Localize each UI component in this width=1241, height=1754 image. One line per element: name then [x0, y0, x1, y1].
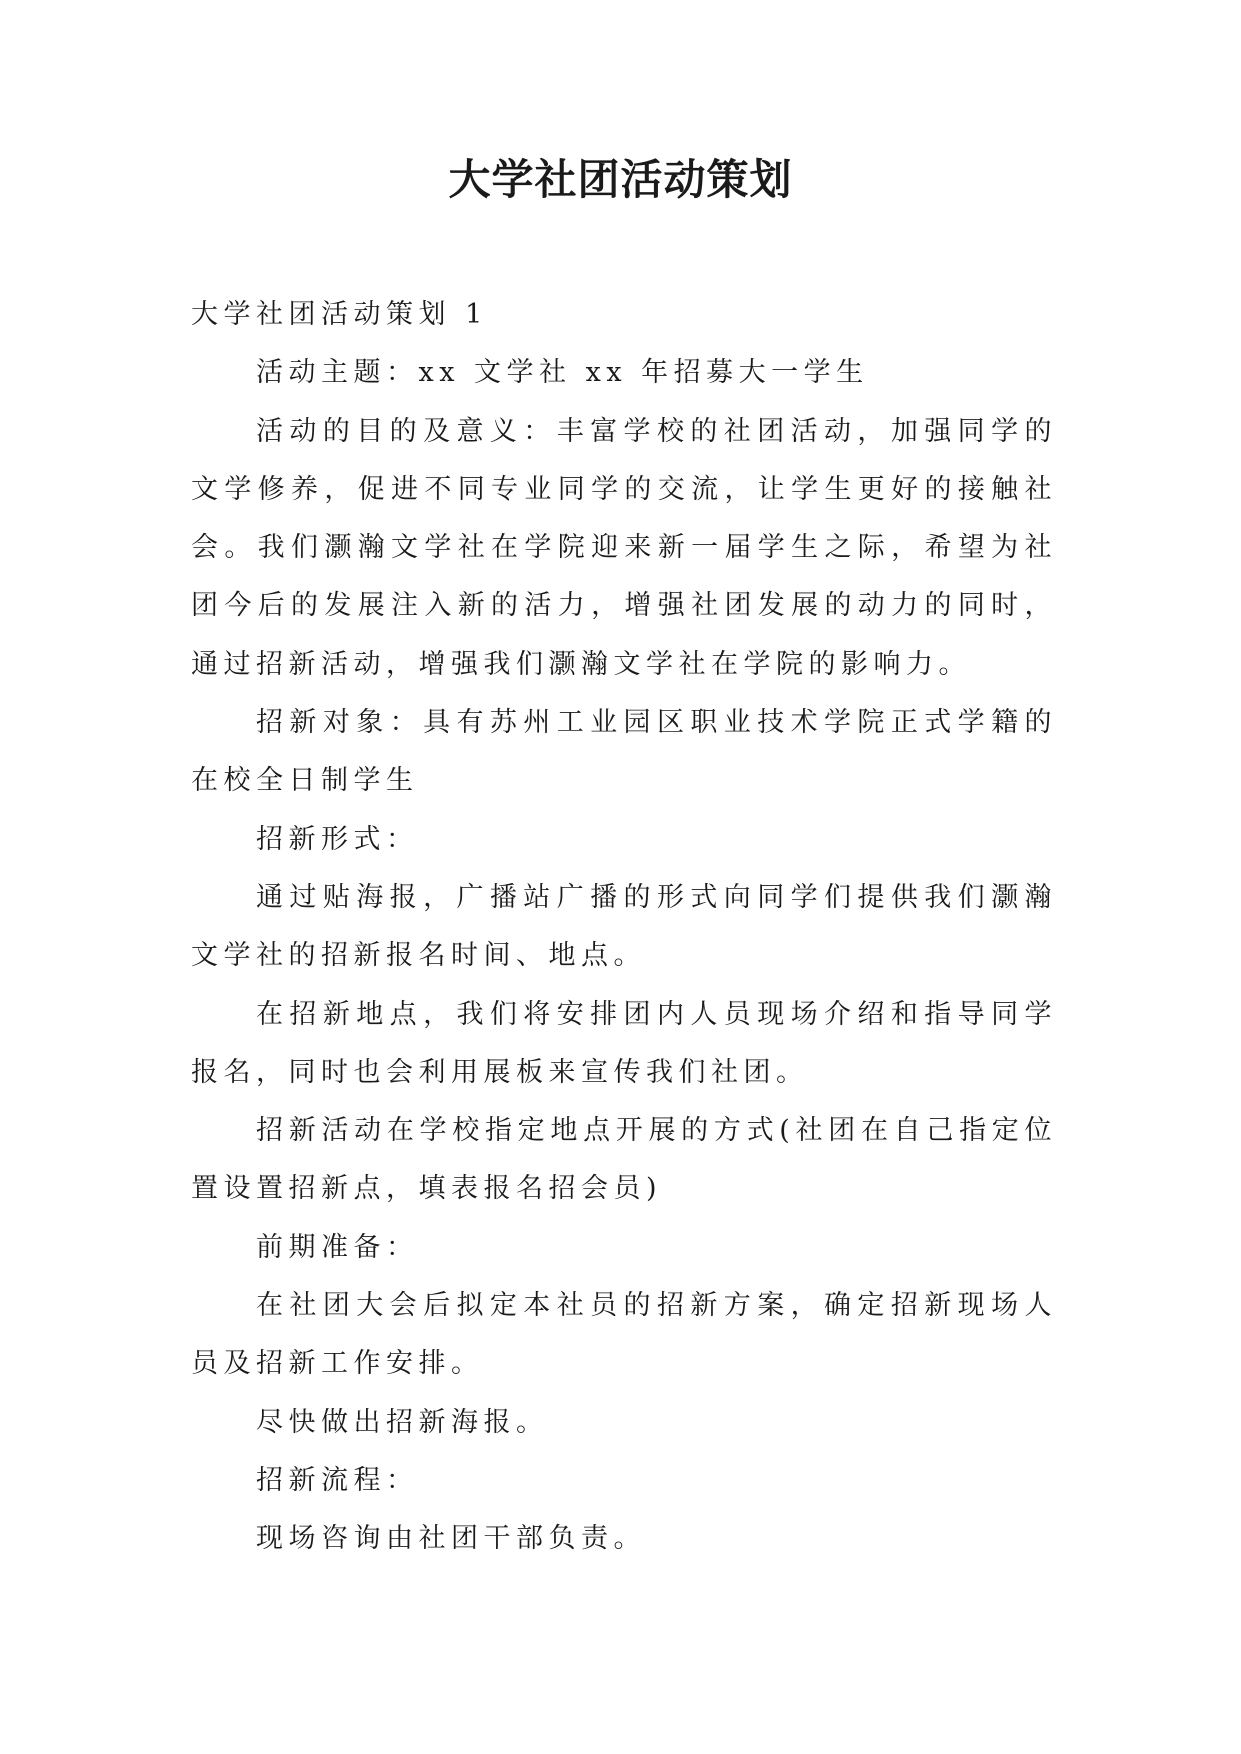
section-heading: 大学社团活动策划 1	[191, 299, 488, 330]
paragraph-recruit-form-heading: 招新形式：	[256, 823, 419, 855]
paragraph-recruit-site: 在招新地点，我们将安排团内人员现场介绍和指导同学报名，同时也会利用展板来宣传我们社团。	[191, 998, 1057, 1088]
paragraph-consultation: 现场咨询由社团干部负责。	[256, 1523, 646, 1555]
paragraph-poster-task: 尽快做出招新海报。	[256, 1406, 549, 1438]
document-title: 大学社团活动策划	[448, 155, 793, 204]
paragraph-recruit-target: 招新对象：具有苏州工业园区职业技术学院正式学籍的在校全日制学生	[191, 707, 1057, 797]
paragraph-process-heading: 招新流程：	[256, 1464, 419, 1496]
paragraph-recruit-method: 招新活动在学校指定地点开展的方式(社团在自己指定位置设置招新点，填表报名招会员)	[191, 1115, 1057, 1205]
paragraph-activity-theme: 活动主题：xx 文学社 xx 年招募大一学生	[256, 357, 869, 389]
paragraph-preparation-heading: 前期准备：	[256, 1231, 419, 1263]
document-body	[191, 286, 1057, 1569]
paragraph-poster-broadcast: 通过贴海报，广播站广播的形式向同学们提供我们灏瀚文学社的招新报名时间、地点。	[191, 881, 1057, 972]
paragraph-purpose: 活动的目的及意义：丰富学校的社团活动，加强同学的文学修养，促进不同专业同学的交流，让学生更好的接触社会。我们灏瀚文学社在学院迎来新一届学生之际，希望为社团今后的发展注入新的活力，增强社团发展的动力的同时，通过招新活动，增强我们灏瀚文学社在学院的影响力。	[191, 415, 1057, 680]
paragraph-preparation-plan: 在社团大会后拟定本社员的招新方案，确定招新现场人员及招新工作安排。	[191, 1290, 1057, 1380]
